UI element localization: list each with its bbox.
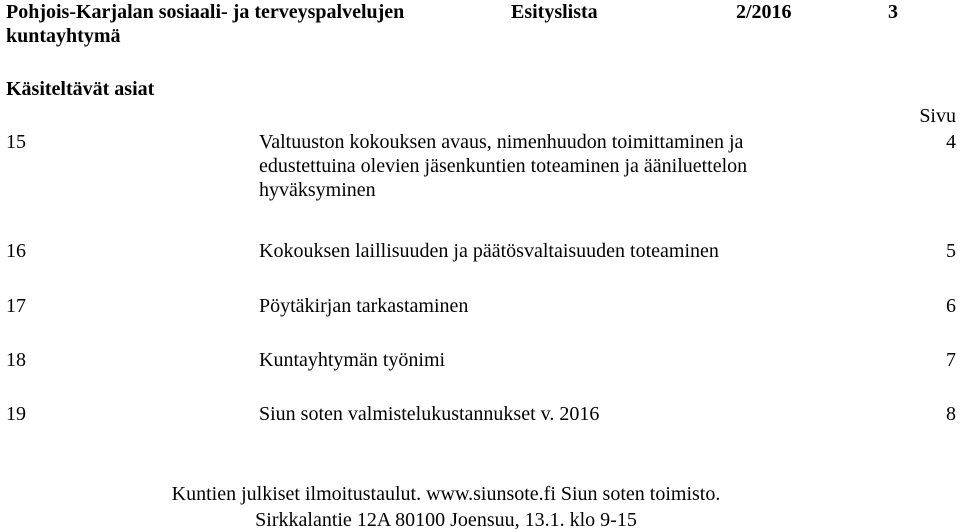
agenda-item-number: 17 (6, 295, 26, 317)
organization-name: Pohjois-Karjalan sosiaali- ja terveyspalvelujen kuntayhtymä (6, 1, 405, 47)
footer-notice-line: Kuntien julkiset ilmoitustaulut. www.siunsote.fi Siun soten toimisto. (171, 483, 721, 505)
section-heading: Käsiteltävät asiat (6, 78, 155, 100)
agenda-item-page: 8 (946, 403, 956, 425)
agenda-item-title: Kokouksen laillisuuden ja päätösvaltaisuuden toteaminen (259, 240, 719, 262)
agenda-item-title: Valtuuston kokouksen avaus, nimenhuudon toimittaminen ja edustettuina olevien jäsenkuntien toteaminen ja ääniluettelon hyväksyminen (259, 131, 748, 201)
agenda-item-title: Kuntayhtymän työnimi (259, 349, 446, 371)
footer-address-line: Sirkkalantie 12A 80100 Joensuu, 13.1. klo 9-15 (255, 509, 637, 531)
agenda-item-page: 5 (946, 240, 956, 262)
page-number: 3 (888, 1, 898, 23)
document-type: Esityslista (511, 1, 598, 23)
agenda-item-number: 15 (6, 131, 26, 153)
document-number: 2/2016 (736, 1, 792, 23)
agenda-item-page: 6 (946, 295, 956, 317)
page-column-label: Sivu (919, 105, 956, 127)
agenda-item-number: 16 (6, 240, 26, 262)
agenda-item-number: 18 (6, 349, 26, 371)
agenda-item-number: 19 (6, 403, 26, 425)
agenda-item-page: 4 (946, 131, 956, 153)
agenda-item-title: Siun soten valmistelukustannukset v. 2016 (259, 403, 600, 425)
agenda-item-page: 7 (946, 349, 956, 371)
agenda-item-title: Pöytäkirjan tarkastaminen (259, 295, 469, 317)
